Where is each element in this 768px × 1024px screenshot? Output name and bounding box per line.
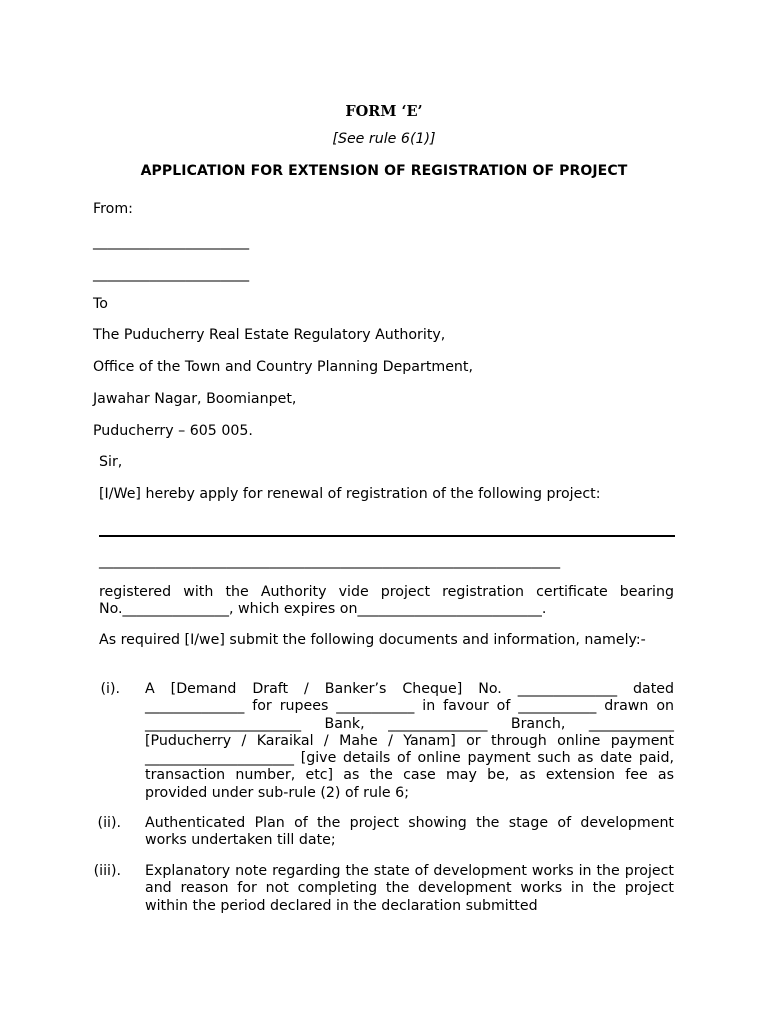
rule-reference: [See rule 6(1)] <box>332 131 436 147</box>
documents-intro-paragraph: As required [I/we] submit the following documents and information, namely:- <box>99 632 646 648</box>
to-label: To <box>93 296 108 312</box>
address-line-1: The Puducherry Real Estate Regulatory Authority, <box>93 327 446 343</box>
from-blank-line-1: ______________________ <box>93 234 250 250</box>
address-line-4: Puducherry – 605 005. <box>93 423 253 439</box>
from-label: From: <box>93 201 133 217</box>
document-heading: APPLICATION FOR EXTENSION OF REGISTRATION OF PROJECT <box>140 163 628 179</box>
list-item-number: (i). <box>100 681 120 697</box>
list-item-text: A [Demand Draft / Banker’s Cheque] No. ______________ dated ______________ for rupees ___________ in favour of ___________ drawn on ______________________ Bank, ______________ Branch, ____________ [Puducherry / Karaikal / Mahe / Yanam] or through online payment _____________________ [give details of online payment such as date paid, transaction number, etc] as the case may be, as extension fee as provided under sub-rule (2) of rule 6; <box>145 681 674 801</box>
list-item-number: (iii). <box>93 863 121 879</box>
registration-paragraph: registered with the Authority vide project registration certificate bearing No._______________, which expires on__________________________. <box>99 584 674 618</box>
list-item-number: (ii). <box>97 815 121 831</box>
from-blank-line-2: ______________________ <box>93 266 250 282</box>
list-item-text: Explanatory note regarding the state of development works in the project and reason for not completing the development works in the project within the period declared in the declaration submitted <box>145 863 674 914</box>
project-name-line <box>99 535 675 537</box>
list-item-text: Authenticated Plan of the project showing the stage of development works undertaken till date; <box>145 815 674 849</box>
address-line-2: Office of the Town and Country Planning Department, <box>93 359 473 375</box>
intro-text: [I/We] hereby apply for renewal of registration of the following project: <box>99 486 601 502</box>
project-blank-line-2: _________________________________________________________________ <box>99 553 561 569</box>
address-line-3: Jawahar Nagar, Boomianpet, <box>93 391 297 407</box>
form-title: FORM ‘E’ <box>345 103 423 120</box>
salutation: Sir, <box>99 454 123 470</box>
